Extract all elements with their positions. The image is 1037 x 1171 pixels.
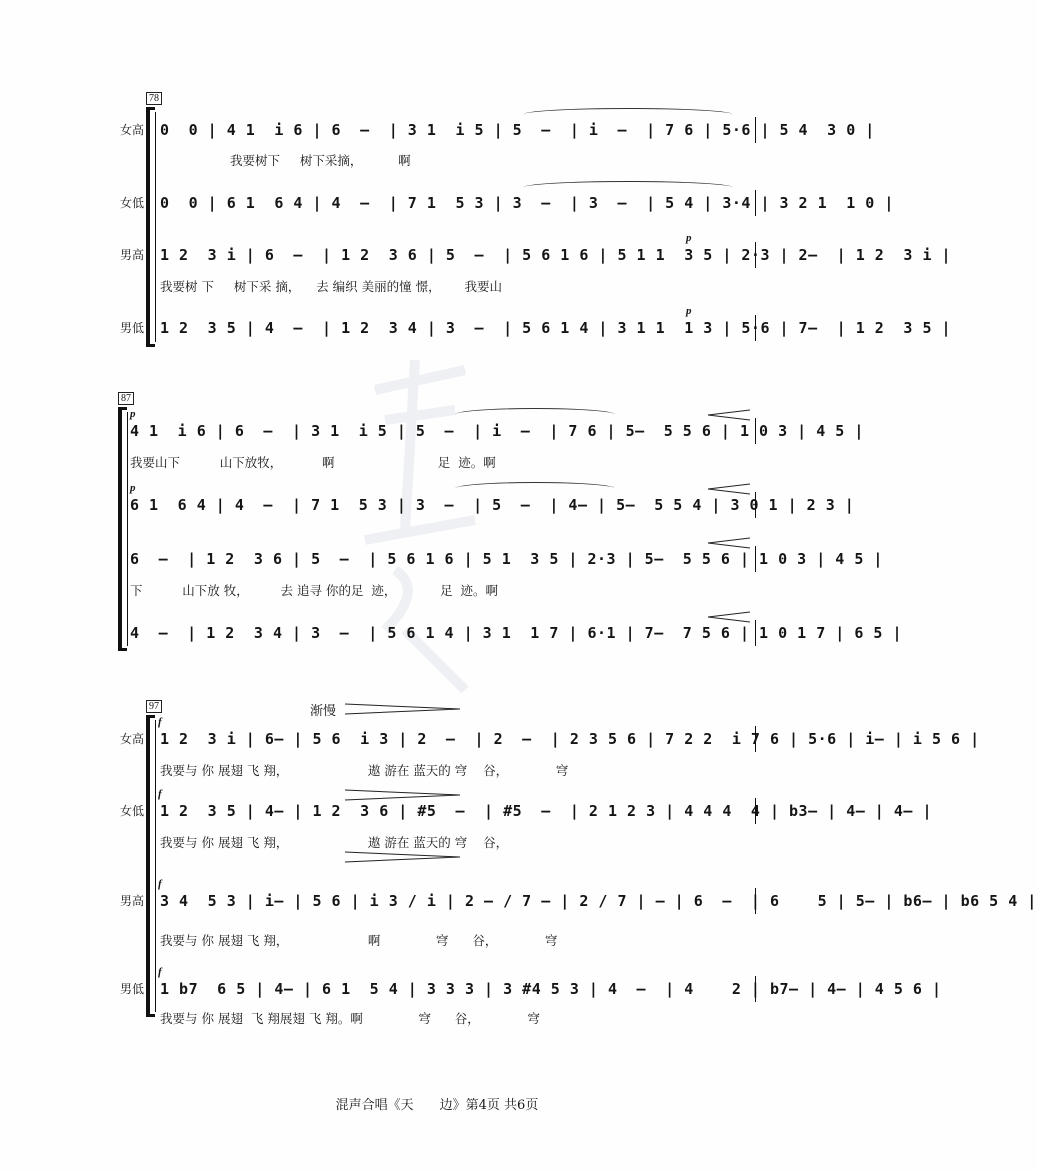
lyrics: 我要与 你 展翅 飞 翔， 啊 穹 谷， 穹: [160, 933, 558, 948]
staff-row: [0, 408, 874, 444]
end-barline: [755, 726, 756, 752]
slur: [523, 181, 733, 194]
notes: 4 1 i 6 | 6 – | 3 1 i 5 | 5 – | i – | 7 6 | 5– 5 5 6 | 1 0 3 | 4 5 |: [130, 422, 864, 440]
staff-row: [0, 482, 874, 518]
measure-number: 78: [146, 92, 162, 105]
end-barline: [755, 242, 756, 268]
notes: 1 2 3 5 | 4 – | 1 2 3 4 | 3 – | 5 6 1 4 | 3 1 1 1 3 | 5·6 | 7– | 1 2 3 5 |: [160, 319, 952, 337]
crescendo-hairpin: [708, 410, 750, 420]
staff-row: [0, 305, 952, 341]
staff-row: [0, 878, 1037, 914]
staff-row: [0, 117, 874, 143]
staff-row: [0, 620, 902, 646]
page-footer: 混声合唱《天 边》第4页 共6页: [335, 1098, 539, 1113]
end-barline: [755, 620, 756, 646]
staff-row: [0, 190, 894, 216]
voice-name: 男低: [119, 321, 144, 335]
notes: 3 4 5 3 | i– | 5 6 | i 3 / i | 2 – / 7 – | 2 / 7 | – | 6 – | 6 5 | 5– | b6– | b6 5 4 |: [160, 892, 1037, 910]
voice-name: 男高: [119, 894, 144, 908]
crescendo-hairpin: [708, 612, 750, 622]
dynamic-mark: p: [686, 305, 692, 317]
end-barline: [755, 976, 756, 1002]
lyrics: 我要与 你 展翅 飞 翔， 遨 游在 蓝天的 穹 谷， 穹: [160, 763, 569, 778]
end-barline: [755, 315, 756, 341]
crescendo-hairpin: [708, 484, 750, 494]
dynamic-mark: f: [158, 966, 162, 978]
slur: [455, 482, 615, 495]
lyrics: 我要与 你 展翅 飞 翔， 遨 游在 蓝天的 穹 谷，: [160, 835, 509, 850]
watermark-logo: [345, 330, 495, 710]
crescendo-hairpin: [708, 538, 750, 548]
end-barline: [755, 117, 756, 143]
staff-row: [0, 788, 932, 824]
voice-name: 男低: [119, 982, 144, 996]
diminuendo-hairpin: [345, 852, 460, 862]
diminuendo-hairpin: [345, 704, 460, 714]
dynamic-mark: p: [130, 408, 136, 420]
notes: 1 2 3 i | 6– | 5 6 i 3 | 2 – | 2 – | 2 3 5 6 | 7 2 2 i 7 6 | 5·6 | i– | i 5 6 |: [160, 730, 980, 748]
notes: 1 2 3 i | 6 – | 1 2 3 6 | 5 – | 5 6 1 6 | 5 1 1 3 5 | 2·3 | 2– | 1 2 3 i |: [160, 246, 952, 264]
system-start-line: [127, 412, 128, 646]
staff-row: [0, 966, 942, 1002]
staff-row: [0, 716, 980, 752]
voice-name: 女低: [119, 196, 144, 210]
slur: [523, 108, 733, 121]
system-start-line: [155, 112, 156, 342]
notes: 1 b7 6 5 | 4– | 6 1 5 4 | 3 3 3 | 3 #4 5 3 | 4 – | 4 2 | b7– | 4– | 4 5 6 |: [160, 980, 942, 998]
lyrics: 我要树下 树下采摘， 啊: [230, 153, 411, 168]
end-barline: [755, 546, 756, 572]
end-barline: [755, 492, 756, 518]
voice-name: 女高: [119, 732, 144, 746]
end-barline: [755, 418, 756, 444]
notes: 6 1 6 4 | 4 – | 7 1 5 3 | 3 – | 5 – | 4– | 5– 5 5 4 | 3 0 1 | 2 3 |: [130, 496, 855, 514]
dynamic-mark: f: [158, 716, 162, 728]
dynamic-mark: p: [130, 482, 136, 494]
lyrics: 下 山下放 牧， 去 追寻 你的足 迹， 足 迹。啊: [130, 583, 499, 598]
notes: 1 2 3 5 | 4– | 1 2 3 6 | #5 – | #5 – | 2 1 2 3 | 4 4 4 4 | b3– | 4– | 4– |: [160, 802, 932, 820]
end-barline: [755, 190, 756, 216]
system-bracket: [146, 716, 150, 1016]
staff-row: [0, 232, 952, 268]
end-barline: [755, 798, 756, 824]
diminuendo-hairpin: [345, 790, 460, 800]
lyrics: 我要与 你 展翅 飞 翔展翅 飞 翔。啊 穹 谷， 穹: [160, 1011, 540, 1026]
tempo-marking: 渐慢: [310, 704, 337, 719]
notes: 6 – | 1 2 3 6 | 5 – | 5 6 1 6 | 5 1 3 5 | 2·3 | 5– 5 5 6 | 1 0 3 | 4 5 |: [130, 550, 883, 568]
notes: 0 0 | 4 1 i 6 | 6 – | 3 1 i 5 | 5 – | i – | 7 6 | 5·6 | 5 4 3 0 |: [160, 121, 875, 139]
voice-name: 女高: [119, 123, 144, 137]
voice-name: 女低: [119, 804, 144, 818]
lyrics: 我要树 下 树下采 摘， 去 编织 美丽的憧 憬， 我要山: [160, 279, 502, 294]
notes: 4 – | 1 2 3 4 | 3 – | 5 6 1 4 | 3 1 1 7 | 6·1 | 7– 7 5 6 | 1 0 1 7 | 6 5 |: [130, 624, 902, 642]
slur: [455, 408, 615, 421]
staff-row: [0, 546, 883, 572]
measure-number: 97: [146, 700, 162, 713]
voice-name: 男高: [119, 248, 144, 262]
dynamic-mark: p: [686, 232, 692, 244]
system-bracket: [118, 408, 122, 650]
system-start-line: [155, 720, 156, 1012]
lyrics: 我要山下 山下放牧， 啊 足 迹。啊: [130, 455, 496, 470]
dynamic-mark: f: [158, 788, 162, 800]
end-barline: [755, 888, 756, 914]
dynamic-mark: f: [158, 878, 162, 890]
system-bracket: [146, 108, 150, 346]
notes: 0 0 | 6 1 6 4 | 4 – | 7 1 5 3 | 3 – | 3 – | 5 4 | 3·4 | 3 2 1 1 0 |: [160, 194, 894, 212]
measure-number: 87: [118, 392, 134, 405]
